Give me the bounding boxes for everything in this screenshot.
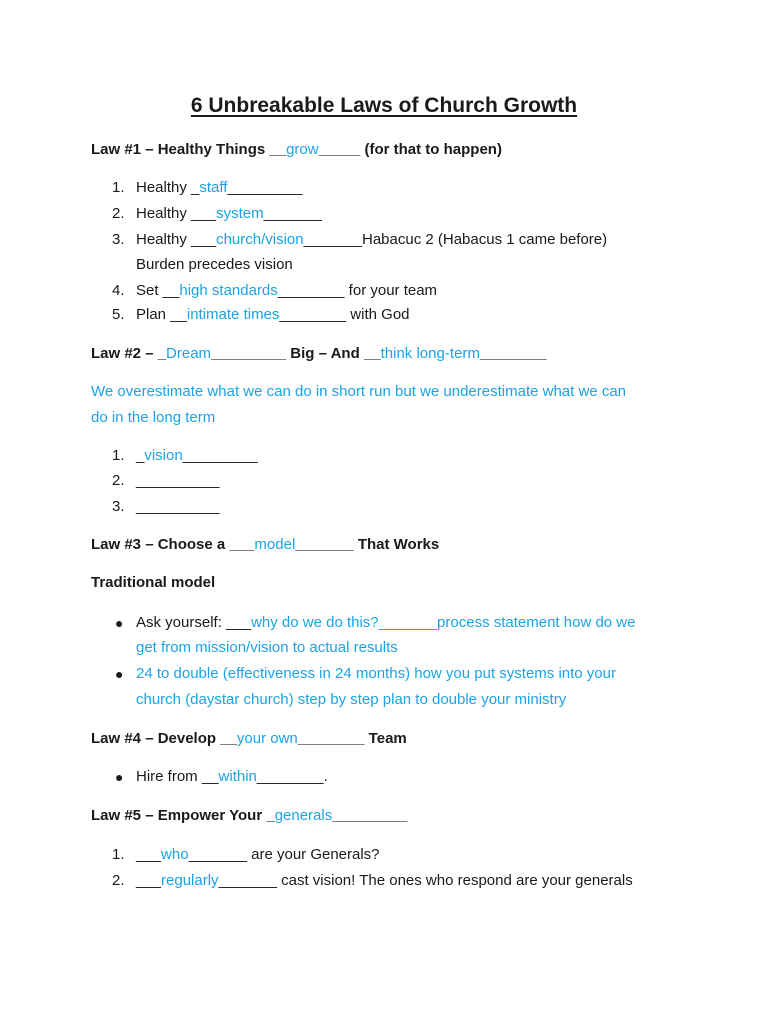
law2-item-2: __________ (136, 472, 220, 489)
law3-subheading: Traditional model (91, 574, 216, 591)
law5-item-2-number: 2. (112, 872, 125, 889)
law5-heading: Law #5 – Empower Your _generals_________ (91, 807, 408, 824)
law3-bullet-1: Ask yourself: ___why do we do this?_______process statement how do we (136, 614, 636, 631)
law4-heading: Law #4 – Develop __your own________ Team (91, 730, 407, 747)
law2-heading: Law #2 – _Dream_________ Big – And __think long-term________ (91, 345, 547, 362)
law3-bullet-1-continued: get from mission/vision to actual results (136, 639, 398, 656)
law1-item-4: Set __high standards________ for your team (136, 282, 438, 299)
law1-item-3: Healthy ___church/vision_______Habacuc 2 (Habacus 1 came before) (136, 231, 608, 248)
law2-item-3-number: 3. (112, 498, 125, 515)
law5-item-1: ___who_______ are your Generals? (136, 846, 380, 863)
law2-item-1-number: 1. (112, 447, 125, 464)
law2-quote-line-2: do in the long term (91, 409, 216, 426)
law2-item-1: _vision_________ (136, 447, 258, 464)
law1-item-2-number: 2. (112, 205, 125, 222)
bullet-icon: ● (115, 769, 124, 785)
law3-bullet-2-continued: church (daystar church) step by step plan to double your ministry (136, 691, 567, 708)
law1-item-3-continued: Burden precedes vision (136, 256, 293, 273)
law4-bullet-1: Hire from __within________. (136, 768, 328, 785)
bullet-icon: ● (115, 666, 124, 682)
law5-item-1-number: 1. (112, 846, 125, 863)
law2-item-3: __________ (136, 498, 220, 515)
bullet-icon: ● (115, 615, 124, 631)
law1-item-4-number: 4. (112, 282, 125, 299)
law1-item-2: Healthy ___system_______ (136, 205, 322, 222)
law1-heading: Law #1 – Healthy Things __grow_____ (for that to happen) (91, 141, 502, 158)
law2-item-2-number: 2. (112, 472, 125, 489)
law1-item-1: Healthy _staff_________ (136, 179, 303, 196)
law1-item-3-number: 3. (112, 231, 125, 248)
law1-item-5: Plan __intimate times________ with God (136, 306, 410, 323)
law3-heading: Law #3 – Choose a ___model_______ That Works (91, 536, 440, 553)
law3-bullet-2: 24 to double (effectiveness in 24 months) how you put systems into your (136, 665, 616, 682)
law5-item-2: ___regularly_______ cast vision! The ones who respond are your generals (136, 872, 633, 889)
law1-item-5-number: 5. (112, 306, 125, 323)
page-title: 6 Unbreakable Laws of Church Growth (190, 94, 578, 117)
law1-item-1-number: 1. (112, 179, 125, 196)
law2-quote-line-1: We overestimate what we can do in short run but we underestimate what we can (91, 383, 626, 400)
